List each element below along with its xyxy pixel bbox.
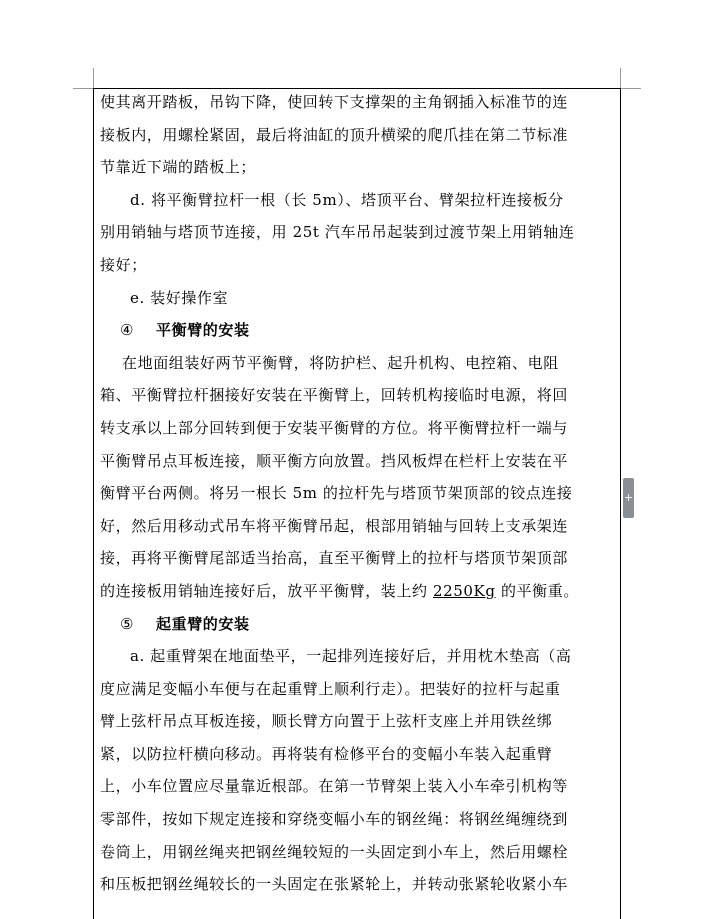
text-line: 紧，以防拉杆横向移动。再将装有检修平台的变幅小车装入起重臂 bbox=[100, 744, 553, 763]
text-line: 接，再将平衡臂尾部适当抬高，直至平衡臂上的拉杆与塔顶节架顶部 bbox=[100, 549, 569, 568]
document-body[interactable] bbox=[100, 86, 616, 901]
text-span: 的连接板用销轴连接好后，放平平衡臂，装上约 bbox=[100, 581, 433, 600]
text-line: 上，小车位置应尽量靠近根部。在第一节臂架上装入小车牵引机构等 bbox=[100, 777, 569, 796]
text-line: 好，然后用移动式吊车将平衡臂吊起，根部用销轴与回转上支承架连 bbox=[100, 516, 569, 535]
text-line: 箱、平衡臂拉杆捆接好安装在平衡臂上，回转机构接临时电源，将回 bbox=[100, 386, 569, 405]
text-line: 衡臂平台两侧。将另一根长 5m 的拉杆先与塔顶节架顶部的铰点连接 bbox=[100, 484, 573, 503]
text-line bbox=[100, 575, 616, 608]
section-heading-4 bbox=[100, 314, 616, 347]
text-line: 节靠近下端的踏板上； bbox=[100, 158, 257, 177]
text-line: 转支承以上部分回转到便于安装平衡臂的方位。将平衡臂拉杆一端与 bbox=[100, 418, 569, 437]
side-panel-expand-icon[interactable]: + bbox=[623, 478, 634, 518]
text-line: 接板内，用螺栓紧固，最后将油缸的顶升横梁的爬爪挂在第二节标准 bbox=[100, 125, 569, 144]
text-line: 平衡臂吊点耳板连接，顺平衡方向放置。挡风板焊在栏杆上安装在平 bbox=[100, 451, 569, 470]
crop-mark-top-right-horizontal bbox=[621, 88, 641, 89]
text-line: 别用销轴与塔顶节连接，用 25t 汽车吊吊起装到过渡节架上用销轴连 bbox=[100, 223, 575, 242]
text-line: d. 将平衡臂拉杆一根（长 5m）、塔顶平台、臂架拉杆连接板分 bbox=[130, 190, 564, 209]
section-number: ④ bbox=[120, 321, 135, 340]
section-title: 平衡臂的安装 bbox=[156, 321, 250, 340]
text-span: 的平衡重。 bbox=[495, 581, 579, 600]
text-line: 臂上弦杆吊点耳板连接，顺长臂方向置于上弦杆支座上并用铁丝绑 bbox=[100, 712, 553, 731]
text-line: 零部件，按如下规定连接和穿绕变幅小车的钢丝绳：将钢丝绳缠绕到 bbox=[100, 810, 569, 829]
underlined-weight: 2250Kg bbox=[432, 581, 496, 600]
text-line: 度应满足变幅小车便与在起重臂上顺利行走）。把装好的拉杆与起重 bbox=[100, 679, 561, 698]
crop-mark-top-left-vertical bbox=[93, 68, 94, 88]
text-line: e. 装好操作室 bbox=[130, 288, 229, 307]
text-line: a. 起重臂架在地面垫平，一起排列连接好后，并用枕木垫高（高 bbox=[130, 647, 572, 666]
section-heading-5 bbox=[100, 608, 616, 641]
text-line: 和压板把钢丝绳较长的一头固定在张紧轮上，并转动张紧轮收紧小车 bbox=[100, 875, 569, 894]
section-number: ⑤ bbox=[120, 614, 135, 633]
text-line: 使其离开踏板，吊钩下降，使回转下支撑架的主角钢插入标准节的连 bbox=[100, 93, 569, 111]
crop-mark-top-right-vertical bbox=[620, 68, 621, 88]
crop-mark-top-left-horizontal bbox=[73, 88, 93, 89]
text-line: 卷筒上，用钢丝绳夹把钢丝绳较短的一头固定到小车上，然后用螺栓 bbox=[100, 842, 569, 861]
text-line: 在地面组装好两节平衡臂，将防护栏、起升机构、电控箱、电阻 bbox=[122, 353, 559, 372]
text-line: 接好； bbox=[100, 255, 147, 274]
section-title: 起重臂的安装 bbox=[156, 614, 250, 633]
